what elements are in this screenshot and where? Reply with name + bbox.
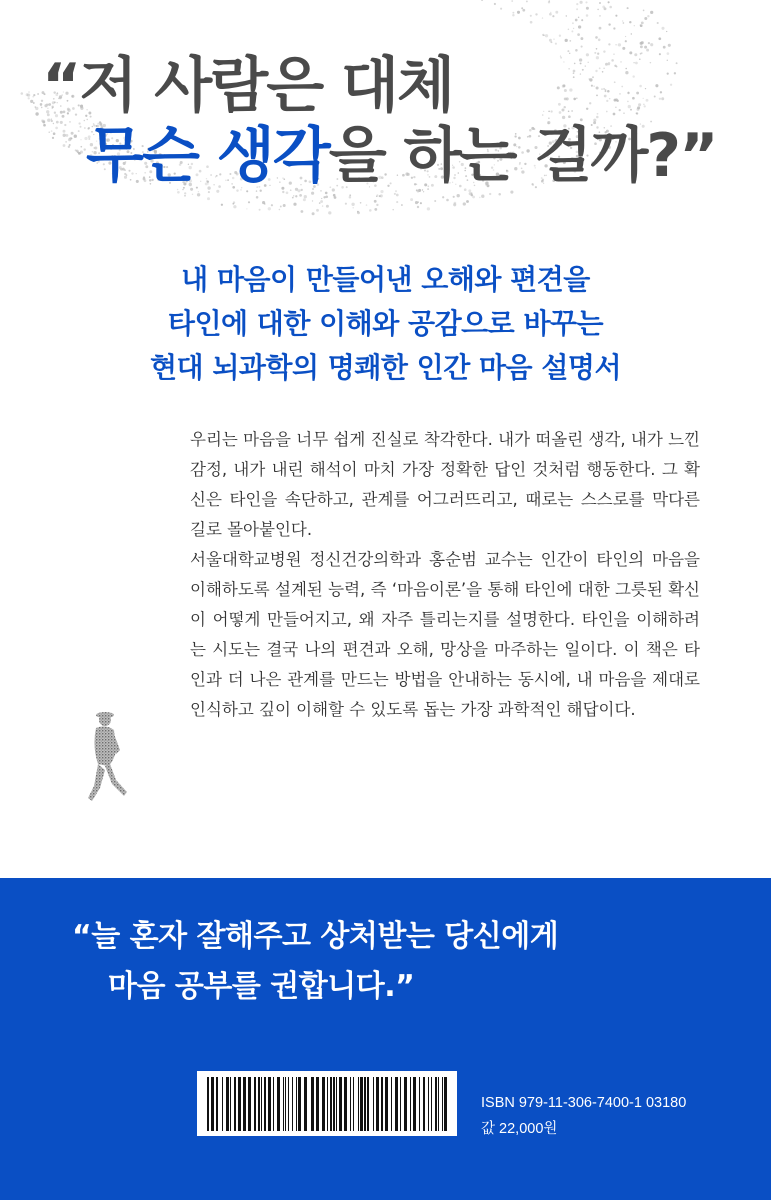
subheadline-line: 타인에 대한 이해와 공감으로 바꾸는 bbox=[167, 307, 604, 340]
headline-highlight: 무슨 생각 bbox=[86, 121, 329, 191]
walking-man-illustration bbox=[78, 706, 134, 806]
description-paragraph: 서울대학교병원 정신건강의학과 홍순범 교수는 인간이 타인의 마음을 이해하도록 설계된 능력, 즉 ‘마음이론’을 통해 타인에 대한 그릇된 확신이 어떻게 만들어지고, 왜 자주 틀리는지를 설명한다. 타인을 이해하려는 시도는 결국 나의 편견과 오해, 망상을 마주하는 일이다. 이 책은 타인과 더 나은 관계를 만드는 방법을 안내하는 동시에, 내 마음을 제대로 인식하고 깊이 이해할 수 있도록 돕는 가장 과학적인 해답이다. bbox=[190, 550, 700, 719]
headline-line-1: “저 사람은 대체 bbox=[42, 51, 453, 121]
pull-quote-line-1: “늘 혼자 잘해주고 상처받는 당신에게 bbox=[72, 919, 559, 954]
isbn-number: ISBN 979-11-306-7400-1 03180 bbox=[481, 1095, 687, 1111]
isbn-block bbox=[481, 1090, 686, 1142]
subheadline bbox=[0, 258, 771, 390]
headline-line-2: 무슨 생각을 하는 걸까?” bbox=[86, 121, 717, 191]
description-text bbox=[190, 425, 700, 725]
subheadline-line: 내 마음이 만들어낸 오해와 편견을 bbox=[181, 263, 590, 296]
barcode-bars bbox=[197, 1071, 457, 1136]
barcode bbox=[197, 1071, 457, 1136]
pull-quote-line-2: 마음 공부를 권합니다.” bbox=[108, 969, 415, 1004]
pull-quote bbox=[72, 912, 558, 1012]
price: 값 22,000원 bbox=[481, 1121, 558, 1137]
subheadline-line: 현대 뇌과학의 명쾌한 인간 마음 설명서 bbox=[149, 351, 621, 384]
description-paragraph: 우리는 마음을 너무 쉽게 진실로 착각한다. 내가 떠올린 생각, 내가 느낀 감정, 내가 내린 해석이 마치 가장 정확한 답인 것처럼 행동한다. 그 확신은 타인을 속단하고, 관계를 어그러뜨리고, 때로는 스스로를 막다른 길로 몰아붙인다. bbox=[190, 430, 700, 539]
